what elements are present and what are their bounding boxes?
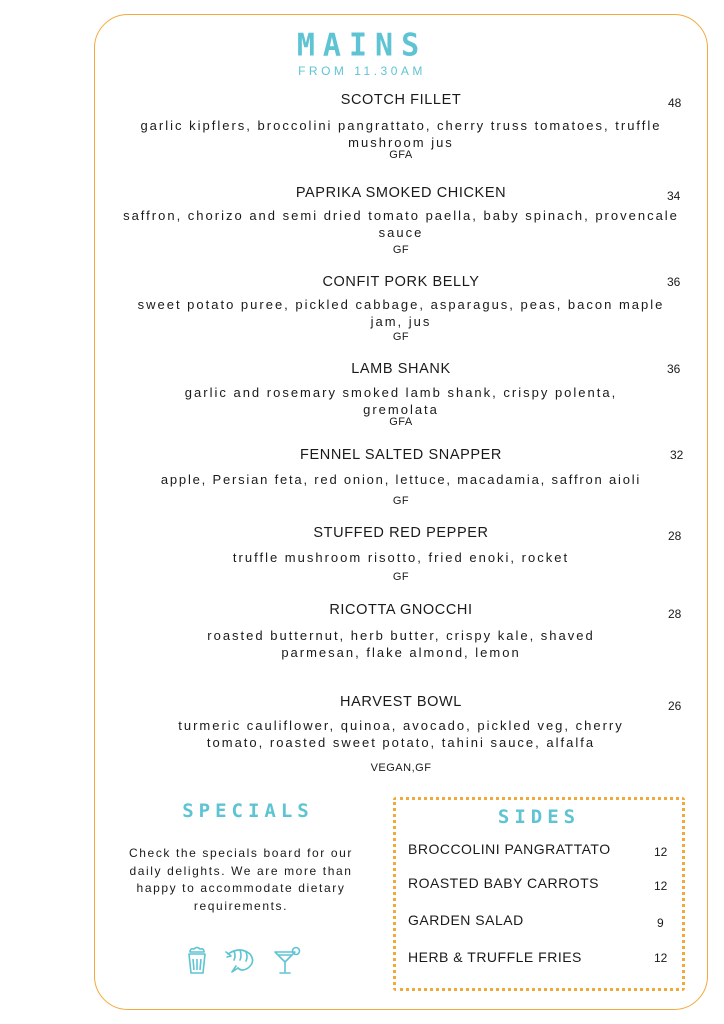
side-item-name: BROCCOLINI PANGRATTATO <box>408 841 611 857</box>
item-name: LAMB SHANK <box>351 361 451 377</box>
item-price: 34 <box>667 189 681 203</box>
item-description: garlic kipflers, broccolini pangrattato, cherry truss tomatoes, truffle mushroom jus <box>140 118 662 150</box>
item-description: roasted butternut, herb butter, crispy kale, shaved parmesan, flake almond, lemon <box>207 628 595 660</box>
cocktail-icon <box>272 946 302 976</box>
item-dietary-tag: GF <box>392 571 410 583</box>
mains-title: MAINS <box>296 27 428 64</box>
side-item-name: ROASTED BABY CARROTS <box>408 875 600 891</box>
item-description: truffle mushroom risotto, fried enoki, rocket <box>232 550 570 565</box>
item-price: 32 <box>670 448 684 462</box>
item-name: FENNEL SALTED SNAPPER <box>300 447 502 463</box>
item-dietary-tag: VEGAN,GF <box>370 762 432 774</box>
item-price: 26 <box>668 699 682 713</box>
side-item-price: 12 <box>654 951 668 965</box>
item-name: STUFFED RED PEPPER <box>313 525 489 541</box>
item-name: RICOTTA GNOCCHI <box>329 602 473 618</box>
item-description: apple, Persian feta, red onion, lettuce, macadamia, saffron aioli <box>160 472 642 487</box>
item-price: 48 <box>668 96 682 110</box>
item-price: 28 <box>668 529 682 543</box>
side-item-price: 12 <box>654 845 668 859</box>
mains-subtitle: FROM 11.30AM <box>298 64 426 78</box>
item-name: SCOTCH FILLET <box>340 92 462 108</box>
sides-title: SIDES <box>497 806 581 828</box>
item-name: CONFIT PORK BELLY <box>322 274 480 290</box>
item-dietary-tag: GF <box>392 495 410 507</box>
item-description: garlic and rosemary smoked lamb shank, crispy polenta, gremolata <box>184 385 618 417</box>
item-description: saffron, chorizo and semi dried tomato paella, baby spinach, provencale sauce <box>123 208 679 240</box>
side-item-price: 12 <box>654 879 668 893</box>
item-price: 36 <box>667 275 681 289</box>
drink-glass-icon <box>184 946 210 976</box>
item-dietary-tag: GFA <box>389 149 413 161</box>
side-item-price: 9 <box>657 916 664 930</box>
shrimp-icon <box>224 946 258 976</box>
item-dietary-tag: GF <box>392 331 410 343</box>
specials-description: Check the specials board for our daily delights. We are more than happy to accommodate dietary requirements. <box>129 846 353 913</box>
item-name: HARVEST BOWL <box>340 694 462 710</box>
item-dietary-tag: GFA <box>389 416 413 428</box>
item-description: sweet potato puree, pickled cabbage, asparagus, peas, bacon maple jam, jus <box>137 297 665 329</box>
specials-title: SPECIALS <box>182 800 314 822</box>
specials-icons <box>184 946 304 978</box>
side-item-name: GARDEN SALAD <box>408 912 524 928</box>
item-name: PAPRIKA SMOKED CHICKEN <box>295 185 507 201</box>
side-item-name: HERB & TRUFFLE FRIES <box>408 949 582 965</box>
item-description: turmeric cauliflower, quinoa, avocado, pickled veg, cherry tomato, roasted sweet potato, tahini sauce, alfalfa <box>178 718 624 750</box>
item-dietary-tag: GF <box>392 244 410 256</box>
item-price: 36 <box>667 362 681 376</box>
item-price: 28 <box>668 607 682 621</box>
